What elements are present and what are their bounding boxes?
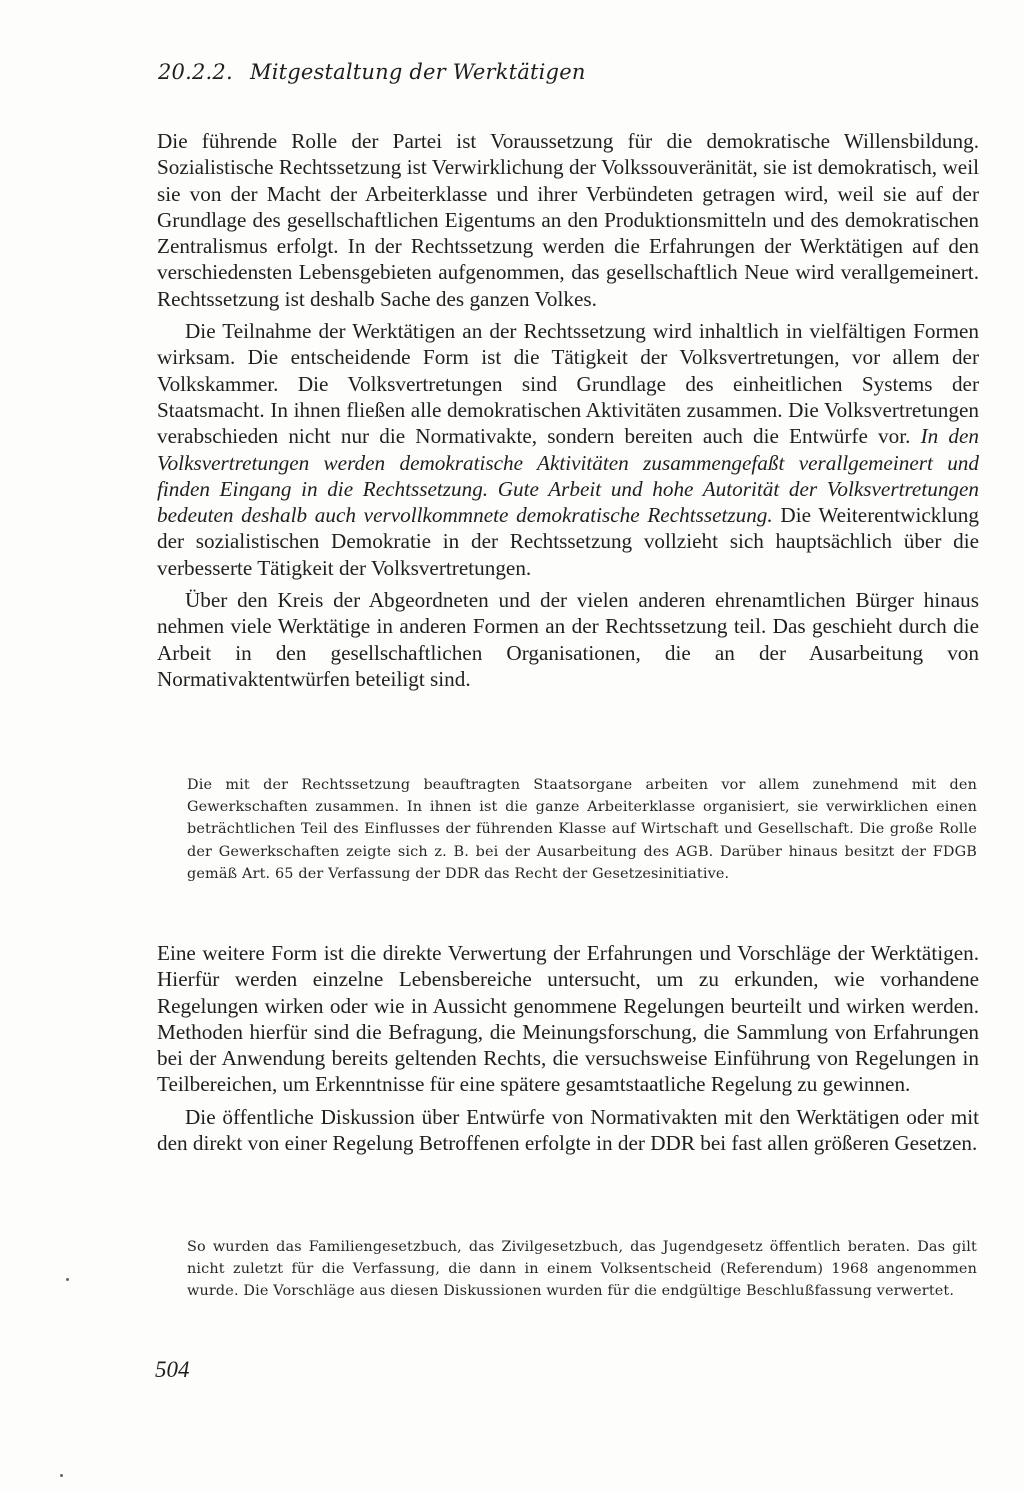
section-number: 20.2.2. [158,60,233,84]
page-number: 504 [155,1357,190,1382]
note-2: So wurden das Familiengesetzbuch, das Zivilgesetzbuch, das Jugendgesetz öffentlich beraten. Das gilt nicht zuletzt für die Verfassung, die dann in einem Volksentscheid (Referendum) 1968 angenommen wurde. Die Vorschläge aus diesen Diskussionen wurden für die endgültige Beschlußfassung verwertet. [187,1239,977,1300]
paragraph-3: Über den Kreis der Abgeordneten und der vielen anderen ehrenamtlichen Bürger hinaus nehmen viele Werktätige in anderen Formen an der Rechtssetzung teil. Das geschieht durch die Arbeit in den gesellschaftlichen Organisationen, die an der Ausarbeitung von Normativaktentwürfen beteiligt sind. [157,588,979,691]
paragraph-4: Eine weitere Form ist die direkte Verwertung der Erfahrungen und Vorschläge der Werktätigen. Hierfür werden einzelne Lebensbereiche untersucht, um zu erkunden, wie vorhandene Regelungen wirken oder wie in Aussicht genommene Regelungen beurteilt und wirken werden. Methoden hierfür sind die Befragung, die Meinungsforschung, die Sammlung von Erfahrungen bei der Anwendung bereits geltenden Rechts, die versuchsweise Einführung von Regelungen in Teilbereichen, um Erkenntnisse für eine spätere gesamtstaatliche Regelung zu gewinnen. [157,941,979,1097]
note-block-1 [187,774,977,885]
paragraph-2-plain: Die Teilnahme der Werktätigen an der Rechtssetzung wird inhaltlich in vielfältigen Formen wirksam. Die entscheidende Form ist die Tätigkeit der Volksvertretungen, vor allem der Volkskammer. Die Volksvertretungen sind Grundlage des einheitlichen Systems der Staatsmacht. In ihnen fließen alle demokratischen Aktivitäten zusammen. Die Volksvertretungen verabschieden nicht nur die Normativakte, sondern bereiten auch die Entwürfe vor. [157,319,979,449]
paragraph-2 [157,318,979,581]
section-heading [158,60,586,84]
main-text-block-1 [157,128,979,692]
paragraph-5: Die öffentliche Diskussion über Entwürfe von Normativakten mit den Werktätigen oder mit den direkt von einer Regelung Betroffenen erfolgte in der DDR bei fast allen größeren Gesetzen. [157,1104,979,1156]
section-title: Mitgestaltung der Werktätigen [250,60,586,84]
scan-speck [60,1474,63,1477]
paragraph-2-italic: In den Volksvertretungen werden demokratische Aktivitäten zusammengefaßt verallgemeinert und finden Eingang in die Rechtssetzung. Gute Arbeit und hohe Autorität der Volksvertretungen bedeuten deshalb auch vervollkommnete demokratische Rechtssetzung. [157,424,979,528]
paragraph-1: Die führende Rolle der Partei ist Voraussetzung für die demokratische Willensbildung. Sozialistische Rechtssetzung ist Verwirklichung der Volkssouveränität, sie ist demokratisch, weil sie von der Macht der Arbeiterklasse und ihrer Verbündeten getragen wird, weil sie auf der Grundlage des gesellschaftlichen Eigentums an den Produktionsmitteln und des demokratischen Zentralismus erfolgt. In der Rechtssetzung werden die Erfahrungen der Werktätigen auf den verschiedensten Lebensgebieten aufgenommen, das gesellschaftlich Neue wird verallgemeinert. Rechtssetzung ist deshalb Sache des ganzen Volkes. [157,129,979,311]
scan-speck [66,1278,69,1281]
note-block-2 [187,1236,977,1303]
paragraph-2-tail: Die Weiterentwicklung der sozialistischen Demokratie in der Rechtssetzung vollzieht sich hauptsächlich über die verbesserte Tätigkeit der Volksvertretungen. [157,503,979,580]
note-1: Die mit der Rechtssetzung beauftragten Staatsorgane arbeiten vor allem zunehmend mit den Gewerkschaften zusammen. In ihnen ist die ganze Arbeiterklasse organisiert, sie verwirklichen einen beträchtlichen Teil des Einflusses der führenden Klasse auf Wirtschaft und Gesellschaft. Die große Rolle der Gewerkschaften zeigte sich z. B. bei der Ausarbeitung des AGB. Darüber hinaus besitzt der FDGB gemäß Art. 65 der Verfassung der DDR das Recht der Gesetzesinitiative. [187,777,977,882]
main-text-block-2 [157,940,979,1156]
